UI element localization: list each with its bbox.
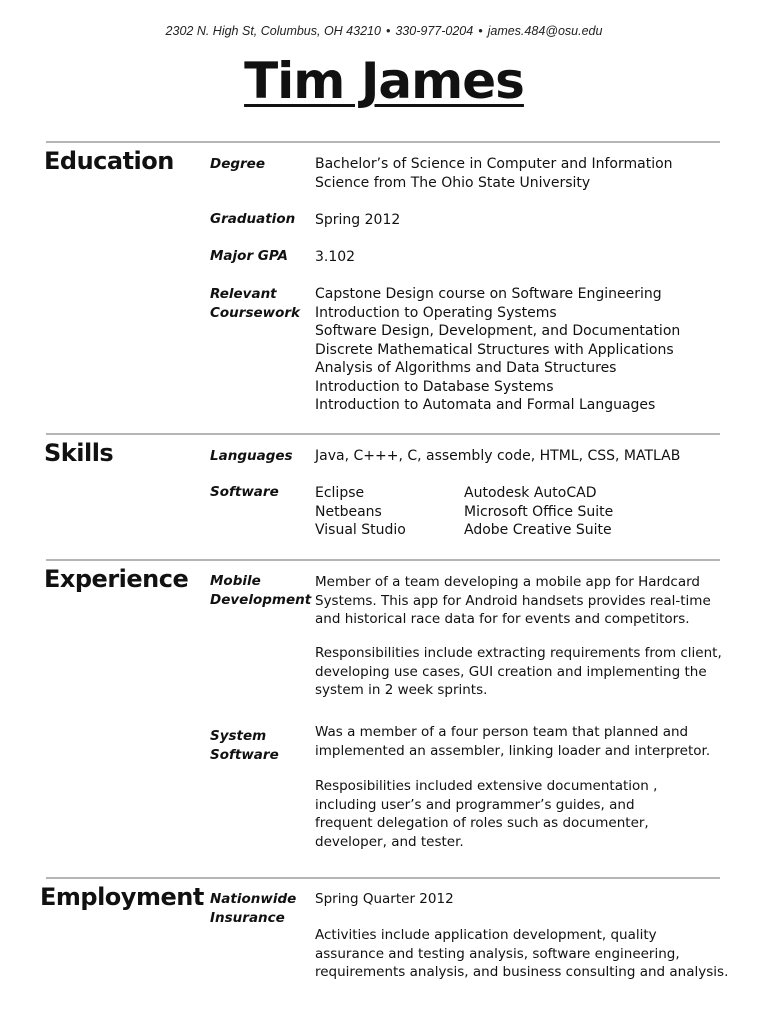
employment-activities [315,926,745,982]
software-item: Netbeans [315,503,382,520]
contact-separator: • [478,24,483,38]
contact-address: 2302 N. High St, Columbus, OH 43210 [165,24,381,38]
system-responsibilities [315,777,745,851]
text-line: Responsibilities include extracting requirements from client, [315,645,722,661]
mobile-responsibilities [315,644,745,700]
text-line: Spring 2012 [315,212,401,228]
label-line: Nationwide [210,891,297,907]
contact-line [0,24,768,38]
languages-text [315,447,745,466]
software-item: Autodesk AutoCAD [464,485,597,501]
resume-name-heading [0,52,768,110]
label-degree: Degree [210,156,265,172]
text-line: system in 2 week sprints. [315,682,488,698]
label-line: Coursework [210,304,301,321]
mobile-description [315,573,745,629]
text-line: requirements analysis, and business consulting and analysis. [315,964,729,980]
coursework-item: Capstone Design course on Software Engineering [315,286,662,302]
label-languages: Languages [210,448,293,464]
text-line: Activities include application development, quality [315,927,657,943]
text-line: Java, C+++, C, assembly code, HTML, CSS, MATLAB [315,448,681,464]
text-line: Member of a team developing a mobile app for Hardcard [315,574,701,590]
text-line: assurance and testing analysis, software engineering, [315,945,680,962]
label-relevant-coursework [210,285,310,322]
software-item: Adobe Creative Suite [464,522,612,538]
text-line: Systems. This app for Android handsets provides real-time [315,592,711,609]
coursework-item: Software Design, Development, and Documentation [315,323,681,339]
contact-email: james.484@osu.edu [487,24,603,38]
section-title-experience: Experience [44,565,189,593]
system-description [315,723,745,760]
coursework-item: Introduction to Automata and Formal Languages [315,397,656,413]
text-line: 3.102 [315,249,356,265]
employment-term [315,890,745,909]
label-line: Mobile [210,573,261,589]
gpa-text [315,248,745,267]
text-line: and historical race data for for events and competitors. [315,611,690,627]
contact-phone: 330-977-0204 [395,24,474,38]
text-line: Spring Quarter 2012 [315,891,454,907]
contact-separator: • [385,24,391,38]
text-line: Resposibilities included extensive documentation , [315,778,658,794]
label-mobile-development [210,572,310,609]
label-nationwide-insurance [210,890,310,927]
section-title-skills: Skills [44,439,114,467]
software-list-col2 [464,484,754,540]
text-line: implemented an assembler, linking loader and interpretor. [315,742,711,759]
coursework-item: Introduction to Database Systems [315,378,554,395]
software-item: Visual Studio [315,522,406,538]
section-divider [46,141,720,143]
label-line: System [210,728,267,744]
coursework-list [315,285,745,415]
graduation-text [315,211,745,230]
label-system-software [210,727,310,764]
label-software: Software [210,484,279,500]
label-line: Relevant [210,286,277,302]
text-line: developer, and tester. [315,833,464,850]
resume-name: Tim James [244,52,524,110]
label-graduation: Graduation [210,211,296,227]
label-line: Development [210,591,312,608]
text-line: including user’s and programmer’s guides, and [315,796,635,813]
section-divider [46,559,720,561]
label-line: Insurance [210,909,285,926]
label-major-gpa: Major GPA [210,248,288,264]
section-divider [46,433,720,435]
section-divider [46,877,720,879]
software-item: Eclipse [315,485,365,501]
software-list-col1 [315,484,455,540]
software-item: Microsoft Office Suite [464,503,614,520]
text-line: developing use cases, GUI creation and implementing the [315,663,707,680]
degree-text [315,155,745,192]
label-line: Software [210,746,279,763]
text-line: Was a member of a four person team that planned and [315,724,689,740]
text-line: Science from The Ohio State University [315,174,591,191]
section-title-education: Education [44,147,174,175]
text-line: Bachelor’s of Science in Computer and Information [315,156,673,172]
coursework-item: Introduction to Operating Systems [315,304,557,321]
coursework-item: Discrete Mathematical Structures with Applications [315,341,674,358]
section-title-employment: Employment [40,883,204,911]
text-line: frequent delegation of roles such as documenter, [315,815,649,831]
coursework-item: Analysis of Algorithms and Data Structures [315,360,617,376]
